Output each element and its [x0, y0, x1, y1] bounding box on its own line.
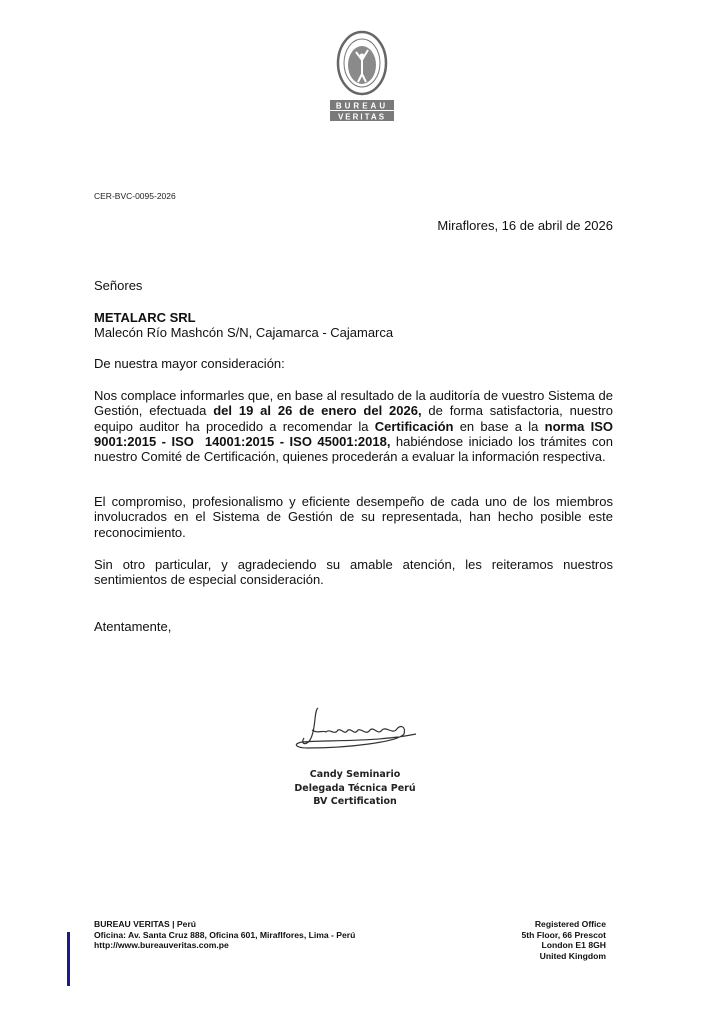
body-paragraph-1 — [94, 388, 617, 465]
footer-accent-bar — [67, 932, 70, 986]
footer-website-link[interactable]: http://www.bureauveritas.com.pe — [94, 940, 229, 951]
p1-text-1: Nos complace informarles que, en base al resultado de la auditoría de vuestro Sistema de Gestión, efectuada — [94, 388, 613, 419]
registered-office-line-2: London E1 8GH — [541, 940, 606, 951]
signer-organization: BV Certification — [313, 796, 397, 807]
recipient-company: METALARC SRL — [94, 310, 196, 325]
iso-standards: norma ISO 9001:2015 - ISO 14001:2015 - ISO 45001:2018, — [94, 418, 617, 449]
signer-name: Candy Seminario — [309, 769, 401, 780]
footer-left — [94, 919, 355, 951]
signature-icon — [288, 700, 428, 765]
footer-office-address: Oficina: Av. Santa Cruz 888, Oficina 601, Miraflfores, Lima - Perú — [94, 929, 356, 940]
logo-text-bureau: BUREAU — [335, 101, 389, 111]
p1-text-3: en base a la — [453, 418, 545, 434]
certification-word: Certificación — [374, 418, 454, 434]
bureau-veritas-logo — [328, 30, 396, 122]
bureau-veritas-seal-icon — [328, 30, 396, 122]
closing: Atentamente, — [94, 619, 172, 634]
registered-office-line-3: United Kingdom — [539, 951, 606, 962]
signer-title: Delegada Técnica Perú — [294, 782, 416, 794]
footer-company: BUREAU VERITAS | Perú — [94, 919, 197, 929]
handwritten-signature — [288, 700, 428, 770]
registered-office-label: Registered Office — [534, 919, 606, 929]
body-paragraph-3: Sin otro particular, y agradeciendo su amable atención, les reiteramos nuestros sentimientos de especial consideración. — [94, 557, 613, 588]
document-reference: CER-BVC-0095-2026 — [94, 191, 176, 201]
recipient-block — [94, 310, 393, 341]
p1-text-2: de forma satisfactoria, nuestro equipo auditor ha procedido a recomendar la — [94, 403, 613, 434]
greeting: De nuestra mayor consideración: — [94, 356, 285, 371]
date-line: Miraflores, 16 de abril de 2026 — [437, 218, 613, 233]
body-paragraph-2: El compromiso, profesionalismo y eficiente desempeño de cada uno de los miembros involucrados en el Sistema de Gestión de su representada, han hecho posible este reconocimiento. — [94, 494, 613, 540]
p1-text-4: habiéndose iniciado los trámites con nuestro Comité de Certificación, quienes procederán a evaluar la información respectiva. — [94, 433, 613, 465]
salutation: Señores — [94, 278, 143, 293]
registered-office-line-1: 5th Floor, 66 Prescot — [521, 929, 606, 940]
signer-block — [260, 768, 450, 809]
footer-right — [521, 919, 606, 962]
recipient-address: Malecón Río Mashcón S/N, Cajamarca - Cajamarca — [94, 325, 394, 341]
audit-dates: del 19 al 26 de enero del 2026, — [213, 403, 422, 419]
logo-text-veritas: VERITAS — [337, 112, 387, 122]
